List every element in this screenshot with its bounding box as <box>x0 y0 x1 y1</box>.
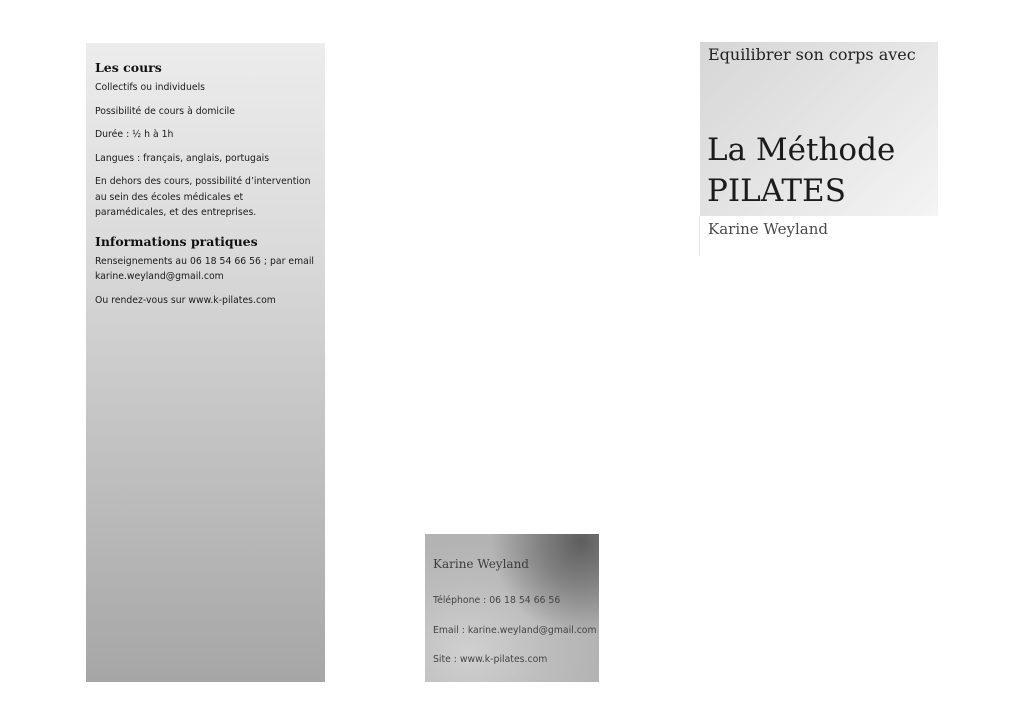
cours-item: Possibilité de cours à domicile <box>95 105 235 117</box>
infos-item: Renseignements au 06 18 54 66 56 ; par email karine.weyland@gmail.com <box>95 255 314 282</box>
contact-name: Karine Weyland <box>433 557 529 571</box>
divider <box>699 216 700 256</box>
cover-subtitle: Equilibrer son corps avec <box>708 45 916 64</box>
cours-heading: Les cours <box>95 60 162 75</box>
cours-item: En dehors des cours, possibilité d’intervention au sein des écoles médicales et paramédicales, et des entreprises. <box>95 176 311 218</box>
cover-title <box>707 130 895 212</box>
left-info-panel <box>86 43 325 682</box>
infos-heading: Informations pratiques <box>95 233 258 249</box>
contact-email: Email : karine.weyland@gmail.com <box>433 625 597 636</box>
cover-title-line1: La Méthode <box>707 132 896 168</box>
cover-author: Karine Weyland <box>708 220 828 238</box>
cours-item: Collectifs ou individuels <box>95 82 205 93</box>
contact-site: Site : www.k-pilates.com <box>433 654 548 665</box>
cours-item: Langues : français, anglais, portugais <box>95 152 270 164</box>
infos-item: Ou rendez-vous sur www.k-pilates.com <box>95 294 276 306</box>
cover-title-line2: PILATES <box>707 173 846 209</box>
contact-phone: Téléphone : 06 18 54 66 56 <box>433 595 561 606</box>
cours-item: Durée : ½ h à 1h <box>95 129 174 140</box>
